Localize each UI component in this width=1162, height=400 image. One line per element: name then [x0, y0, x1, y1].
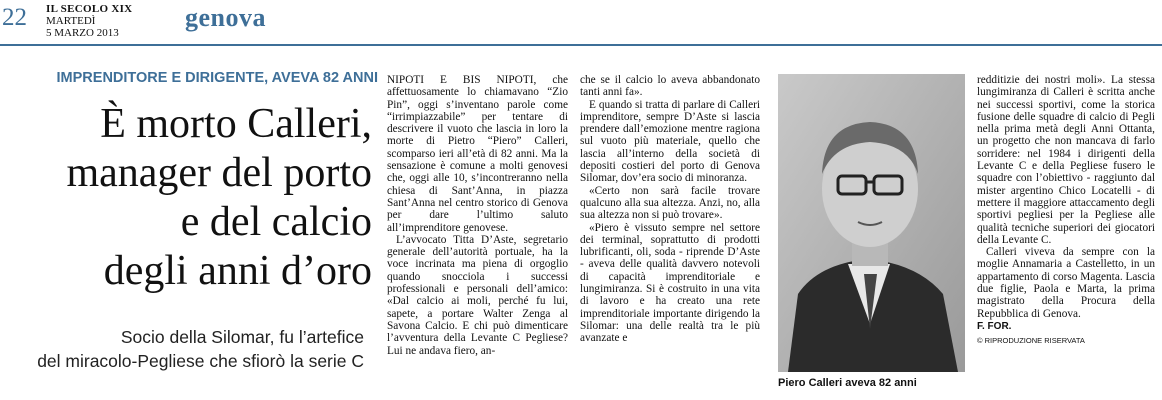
newspaper-masthead: IL SECOLO XIX: [46, 3, 133, 15]
headline-line: degli anni d’oro: [103, 248, 372, 294]
headline-line: e del calcio: [180, 199, 372, 245]
issue-day: MARTEDÌ: [46, 15, 96, 27]
body-column-2: [580, 74, 760, 345]
body-paragraph: «Piero è vissuto sempre nel settore dei terminal, soprattutto di prodotti lubrificanti, oli, soda - riprende D’Aste - aveva delle qualità davvero notevoli di capacità imprenditoriale e lungimiranza. Si è costruito in una vita di lavoro e ha creato una rete imprenditoriale importante dirigendo la Silomar: una delle realtà tra le più avanzate e: [580, 221, 760, 345]
article-headline: [0, 100, 372, 296]
body-paragraph: redditizie dei nostri moli». La stessa lungimiranza di Calleri è scritta anche nei successi sportivi, come la storica fusione delle squadre di calcio di Pegli nella prima metà degli Anni Ottanta, un progetto che non mancava di farlo sorridere: nel 1984 i dirigenti della Levante C e della Pegliese fusero le squadre con l’obiettivo - raggiunto dal mister argentino Chico Locatelli - di mettere il maggiore attaccamento degli sportivi pegliesi per la Pegliese alle qualità tecniche superiori dei giocatori della Levante C.: [977, 74, 1155, 246]
portrait-photo: [778, 74, 965, 372]
body-paragraph: «Certo non sarà facile trovare qualcuno alla sua altezza. Anzi, no, alla sua altezza non si può trovare».: [580, 184, 760, 222]
page-header: [0, 0, 1162, 42]
body-paragraph: NIPOTI E BIS NIPOTI, che affettuosamente lo chiamavano “Zio Pin”, oggi s’inventano parole come “irrimpiazzabile” per tentare di descrivere il vuoto che lascia in loro la morte di Pietro “Piero” Calleri, scomparso ieri all’età di 82 anni. Ma la sensazione è comune a molti genovesi che, oggi alle 10, s’incontreranno nella chiesa di Sant’Anna, in piazza Sant’Anna nel centro storico di Genova per dare l’ultimo saluto all’imprenditore genovese.: [387, 74, 568, 234]
body-paragraph: E quando si tratta di parlare di Calleri imprenditore, sempre D’Aste si lascia prendere dall’emozione mentre ragiona sul vuoto più materiale, quello che lascia all’interno della società di depositi costieri del porto di Genova Silomar, dov’era socio di minoranza.: [580, 98, 760, 185]
portrait-illustration: [778, 74, 965, 372]
copyright-notice: © RIPRODUZIONE RISERVATA: [977, 336, 1085, 346]
headline-line: manager del porto: [66, 150, 372, 196]
body-paragraph: che se il calcio lo aveva abbandonato tanti anni fa».: [580, 74, 760, 99]
subtitle-line: del miracolo-Pegliese che sfiorò la serie C: [37, 351, 364, 371]
page-number: 22: [2, 4, 27, 31]
body-paragraph: Calleri viveva da sempre con la moglie Annamaria a Castelletto, in un appartamento di corso Magenta. Lascia due figlie, Paola e Marta, la prima magistrato della Procura della Repubblica di Genova.: [977, 246, 1155, 320]
article-subtitle: [0, 325, 364, 373]
photo-caption: Piero Calleri aveva 82 anni: [778, 377, 917, 389]
body-paragraph: L’avvocato Titta D’Aste, segretario generale dell’autorità portuale, ha la voce incrinata ma piena di orgoglio quando snocciola i successi professionali e personali dell’amico: «Dal calcio ai moli, perché fu lui, sapete, a portare Walter Zenga al Savona Calcio. E chi può dimenticare l’avventura della Levante C Pegliese? Lui ne andava fiero, an-: [387, 233, 568, 357]
headline-line: È morto Calleri,: [100, 101, 372, 147]
issue-date: 5 MARZO 2013: [46, 27, 119, 39]
article-kicker: IMPRENDITORE E DIRIGENTE, AVEVA 82 ANNI: [56, 70, 378, 86]
body-column-3: [977, 74, 1155, 348]
header-rule: [0, 44, 1162, 46]
subtitle-line: Socio della Silomar, fu l’artefice: [120, 327, 364, 347]
author-signature: F. FOR.: [977, 320, 1012, 332]
section-title: genova: [185, 3, 266, 32]
body-column-1: [387, 74, 568, 357]
